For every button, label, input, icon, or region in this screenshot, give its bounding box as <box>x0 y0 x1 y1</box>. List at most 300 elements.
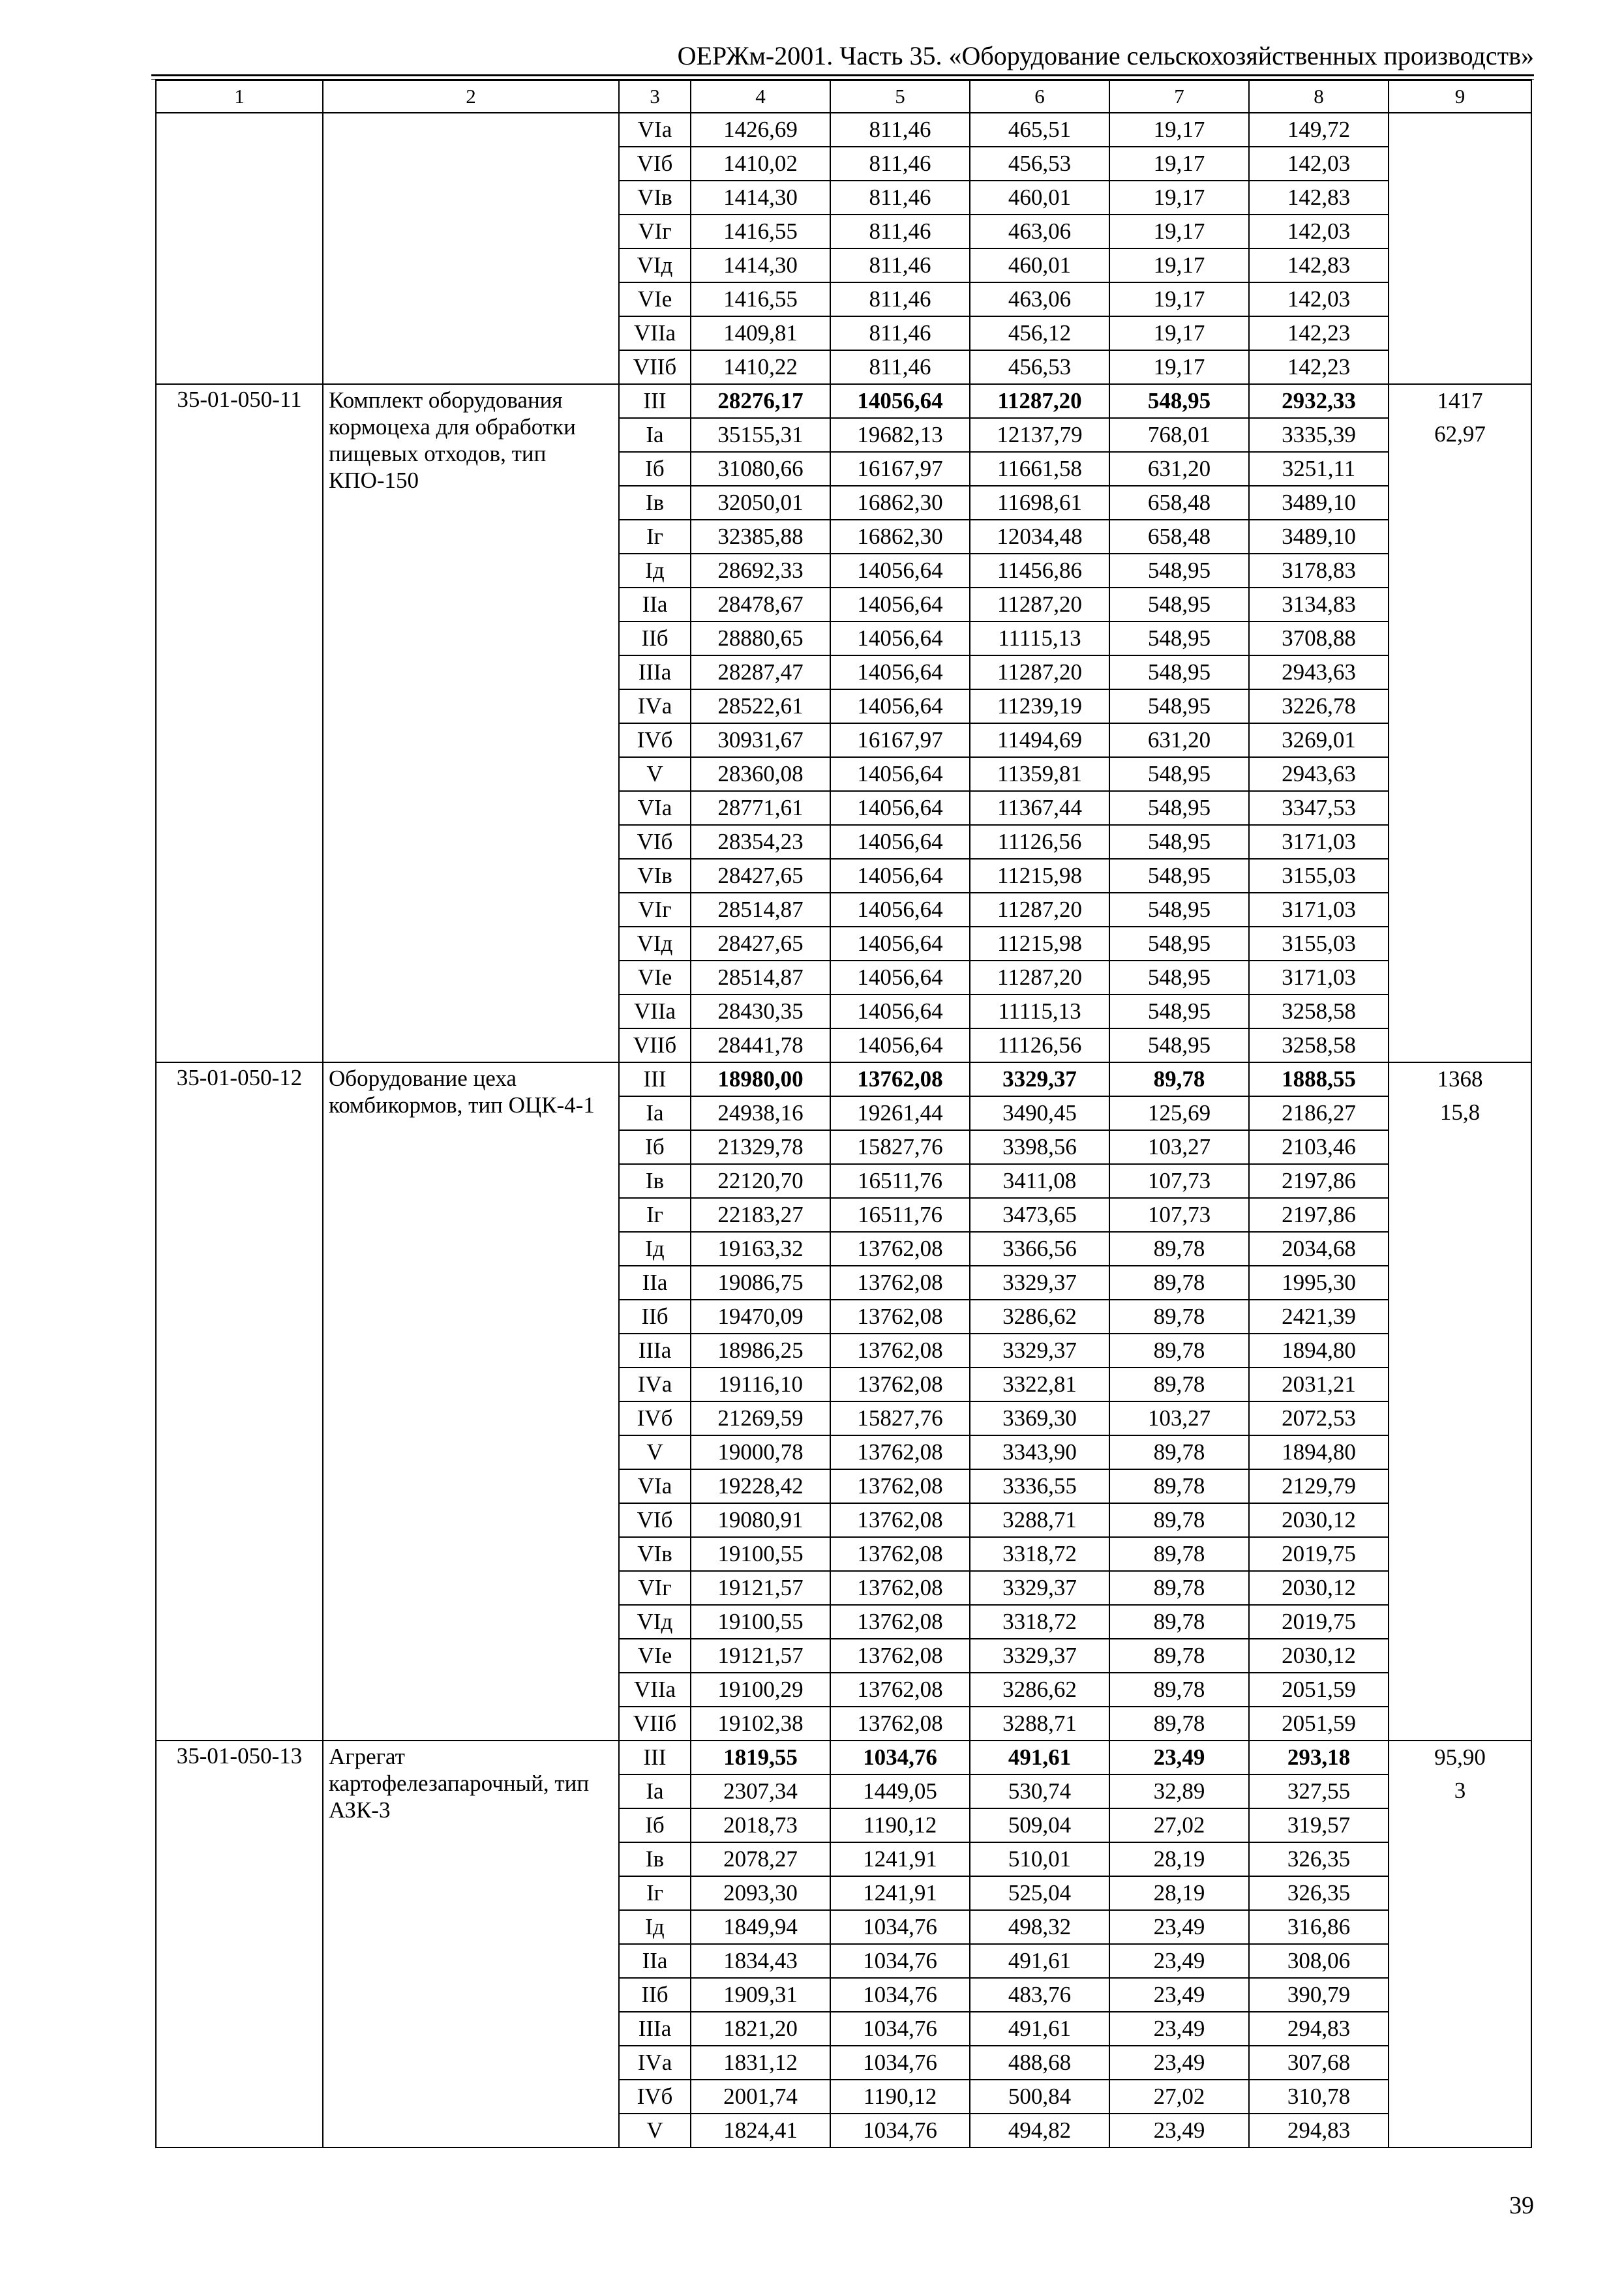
value-cell: 326,35 <box>1249 1842 1389 1876</box>
value-cell: 548,95 <box>1109 621 1249 655</box>
item-name-cell: Оборудование цеха комбикормов, тип ОЦК-4-1 <box>323 1062 619 1741</box>
value-cell: 19,17 <box>1109 316 1249 350</box>
value-cell: 3398,56 <box>970 1130 1109 1164</box>
value-cell: 28771,61 <box>691 791 830 825</box>
table-row <box>156 1062 1531 1096</box>
value-cell: 811,46 <box>830 282 970 316</box>
value-cell: 19116,10 <box>691 1368 830 1401</box>
value-cell: 1831,12 <box>691 2046 830 2080</box>
value-cell: 1824,41 <box>691 2114 830 2147</box>
zone-cell: Iв <box>619 486 691 520</box>
value-cell: 11494,69 <box>970 723 1109 757</box>
value-cell: 460,01 <box>970 181 1109 215</box>
header-rule <box>151 74 1534 76</box>
zone-cell: VIIа <box>619 1673 691 1707</box>
value-cell: 89,78 <box>1109 1605 1249 1639</box>
value-cell: 16167,97 <box>830 452 970 486</box>
value-cell: 548,95 <box>1109 655 1249 689</box>
value-cell: 456,12 <box>970 316 1109 350</box>
value-cell: 390,79 <box>1249 1978 1389 2012</box>
weight-value: 15,8 <box>1439 1100 1481 1125</box>
value-cell: 11115,13 <box>970 621 1109 655</box>
value-cell: 14056,64 <box>830 893 970 927</box>
value-cell: 89,78 <box>1109 1639 1249 1673</box>
zone-cell: VIе <box>619 961 691 995</box>
value-cell: 23,49 <box>1109 1741 1249 1774</box>
value-cell: 19,17 <box>1109 181 1249 215</box>
value-cell: 3171,03 <box>1249 893 1389 927</box>
value-cell: 3269,01 <box>1249 723 1389 757</box>
zone-cell: Iг <box>619 1198 691 1232</box>
value-cell: 548,95 <box>1109 757 1249 791</box>
value-cell: 89,78 <box>1109 1334 1249 1368</box>
value-cell: 142,23 <box>1249 316 1389 350</box>
zone-cell: VIе <box>619 282 691 316</box>
value-cell: 3286,62 <box>970 1673 1109 1707</box>
value-cell: 32050,01 <box>691 486 830 520</box>
value-cell: 3286,62 <box>970 1300 1109 1334</box>
value-cell: 19682,13 <box>830 418 970 452</box>
value-cell: 631,20 <box>1109 723 1249 757</box>
column-number-cell: 4 <box>691 80 830 113</box>
zone-cell: Iд <box>619 1910 691 1944</box>
value-cell: 491,61 <box>970 1741 1109 1774</box>
zone-cell: IVб <box>619 1401 691 1435</box>
value-cell: 142,23 <box>1249 350 1389 384</box>
value-cell: 3134,83 <box>1249 588 1389 621</box>
value-cell: 3155,03 <box>1249 859 1389 893</box>
value-cell: 491,61 <box>970 1944 1109 1978</box>
value-cell: 483,76 <box>970 1978 1109 2012</box>
price-table <box>155 80 1532 2148</box>
value-cell: 1034,76 <box>830 2046 970 2080</box>
value-cell: 1821,20 <box>691 2012 830 2046</box>
value-cell: 14056,64 <box>830 757 970 791</box>
value-cell: 89,78 <box>1109 1232 1249 1266</box>
value-cell: 510,01 <box>970 1842 1109 1876</box>
value-cell: 31080,66 <box>691 452 830 486</box>
value-cell: 89,78 <box>1109 1062 1249 1096</box>
value-cell: 500,84 <box>970 2080 1109 2114</box>
page-number: 39 <box>1509 2192 1534 2219</box>
value-cell: 1426,69 <box>691 113 830 147</box>
value-cell: 3171,03 <box>1249 961 1389 995</box>
value-cell: 35155,31 <box>691 418 830 452</box>
value-cell: 19102,38 <box>691 1707 830 1741</box>
value-cell: 28276,17 <box>691 384 830 418</box>
value-cell: 1409,81 <box>691 316 830 350</box>
value-cell: 1849,94 <box>691 1910 830 1944</box>
value-cell: 3226,78 <box>1249 689 1389 723</box>
value-cell: 23,49 <box>1109 1910 1249 1944</box>
table-row <box>156 113 1531 147</box>
value-cell: 21269,59 <box>691 1401 830 1435</box>
zone-cell: VIIб <box>619 350 691 384</box>
value-cell: 658,48 <box>1109 486 1249 520</box>
value-cell: 1834,43 <box>691 1944 830 1978</box>
value-cell: 21329,78 <box>691 1130 830 1164</box>
zone-cell: IIа <box>619 1944 691 1978</box>
value-cell: 548,95 <box>1109 893 1249 927</box>
value-cell: 2018,73 <box>691 1808 830 1842</box>
item-name-cell: Агрегат картофелезапарочный, тип АЗК-3 <box>323 1741 619 2147</box>
value-cell: 319,57 <box>1249 1808 1389 1842</box>
value-cell: 768,01 <box>1109 418 1249 452</box>
value-cell: 811,46 <box>830 350 970 384</box>
zone-cell: Iа <box>619 418 691 452</box>
value-cell: 149,72 <box>1249 113 1389 147</box>
item-name-cell <box>323 113 619 384</box>
value-cell: 1414,30 <box>691 248 830 282</box>
value-cell: 13762,08 <box>830 1571 970 1605</box>
value-cell: 11456,86 <box>970 554 1109 588</box>
zone-cell: Iд <box>619 554 691 588</box>
value-cell: 13762,08 <box>830 1673 970 1707</box>
value-cell: 107,73 <box>1109 1198 1249 1232</box>
value-cell: 11287,20 <box>970 384 1109 418</box>
value-cell: 3329,37 <box>970 1062 1109 1096</box>
zone-cell: VIд <box>619 927 691 961</box>
value-cell: 1888,55 <box>1249 1062 1389 1096</box>
value-cell: 1416,55 <box>691 215 830 248</box>
value-cell: 11287,20 <box>970 961 1109 995</box>
value-cell: 142,03 <box>1249 215 1389 248</box>
value-cell: 548,95 <box>1109 961 1249 995</box>
column-number-cell: 7 <box>1109 80 1249 113</box>
value-cell: 13762,08 <box>830 1368 970 1401</box>
value-cell: 11698,61 <box>970 486 1109 520</box>
value-cell: 19470,09 <box>691 1300 830 1334</box>
value-cell: 14056,64 <box>830 995 970 1028</box>
value-cell: 1034,76 <box>830 1741 970 1774</box>
value-cell: 3171,03 <box>1249 825 1389 859</box>
zone-cell: VIа <box>619 791 691 825</box>
value-cell: 456,53 <box>970 147 1109 181</box>
value-cell: 11287,20 <box>970 655 1109 689</box>
column-number-cell: 8 <box>1249 80 1389 113</box>
item-code-cell: 35-01-050-12 <box>156 1062 323 1741</box>
value-cell: 1034,76 <box>830 2114 970 2147</box>
value-cell: 19,17 <box>1109 248 1249 282</box>
zone-cell: IVб <box>619 2080 691 2114</box>
table-row <box>156 1741 1531 1774</box>
zone-cell: VIд <box>619 248 691 282</box>
value-cell: 28427,65 <box>691 859 830 893</box>
value-cell: 1819,55 <box>691 1741 830 1774</box>
value-cell: 142,83 <box>1249 181 1389 215</box>
value-cell: 658,48 <box>1109 520 1249 554</box>
value-cell: 498,32 <box>970 1910 1109 1944</box>
value-cell: 3329,37 <box>970 1639 1109 1673</box>
value-cell: 89,78 <box>1109 1707 1249 1741</box>
value-cell: 19121,57 <box>691 1639 830 1673</box>
value-cell: 1416,55 <box>691 282 830 316</box>
value-cell: 14056,64 <box>830 1028 970 1062</box>
value-cell: 11215,98 <box>970 927 1109 961</box>
value-cell: 3329,37 <box>970 1334 1109 1368</box>
value-cell: 19,17 <box>1109 113 1249 147</box>
value-cell: 811,46 <box>830 215 970 248</box>
value-cell: 19121,57 <box>691 1571 830 1605</box>
zone-cell: VIIб <box>619 1707 691 1741</box>
value-cell: 125,69 <box>1109 1096 1249 1130</box>
value-cell: 19228,42 <box>691 1469 830 1503</box>
value-cell: 2093,30 <box>691 1876 830 1910</box>
value-cell: 19,17 <box>1109 215 1249 248</box>
value-cell: 11287,20 <box>970 893 1109 927</box>
value-cell: 1894,80 <box>1249 1334 1389 1368</box>
value-cell: 3336,55 <box>970 1469 1109 1503</box>
value-cell: 1894,80 <box>1249 1435 1389 1469</box>
value-cell: 2103,46 <box>1249 1130 1389 1164</box>
value-cell: 2034,68 <box>1249 1232 1389 1266</box>
value-cell: 3335,39 <box>1249 418 1389 452</box>
value-cell: 2051,59 <box>1249 1707 1389 1741</box>
value-cell: 2072,53 <box>1249 1401 1389 1435</box>
value-cell: 463,06 <box>970 282 1109 316</box>
value-cell: 14056,64 <box>830 859 970 893</box>
value-cell: 16862,30 <box>830 486 970 520</box>
value-cell: 548,95 <box>1109 384 1249 418</box>
value-cell: 19100,29 <box>691 1673 830 1707</box>
value-cell: 1190,12 <box>830 1808 970 1842</box>
value-cell: 13762,08 <box>830 1707 970 1741</box>
column-number-row <box>156 80 1531 113</box>
value-cell: 14056,64 <box>830 655 970 689</box>
value-cell: 3489,10 <box>1249 520 1389 554</box>
zone-cell: IIб <box>619 1978 691 2012</box>
value-cell: 11287,20 <box>970 588 1109 621</box>
value-cell: 23,49 <box>1109 2012 1249 2046</box>
value-cell: 293,18 <box>1249 1741 1389 1774</box>
value-cell: 326,35 <box>1249 1876 1389 1910</box>
item-name-cell: Комплект оборудования кормоцеха для обработки пищевых отходов, тип КПО-150 <box>323 384 619 1062</box>
value-cell: 89,78 <box>1109 1435 1249 1469</box>
value-cell: 11359,81 <box>970 757 1109 791</box>
value-cell: 28430,35 <box>691 995 830 1028</box>
value-cell: 2307,34 <box>691 1774 830 1808</box>
value-cell: 3322,81 <box>970 1368 1109 1401</box>
weight-value: 62,97 <box>1434 421 1486 447</box>
column-number-cell: 2 <box>323 80 619 113</box>
zone-cell: IVб <box>619 723 691 757</box>
weight-value: 95,90 <box>1434 1744 1486 1770</box>
zone-cell: Iа <box>619 1096 691 1130</box>
weight-cell <box>1389 113 1531 384</box>
value-cell: 3366,56 <box>970 1232 1109 1266</box>
value-cell: 1034,76 <box>830 1978 970 2012</box>
value-cell: 18986,25 <box>691 1334 830 1368</box>
value-cell: 294,83 <box>1249 2114 1389 2147</box>
value-cell: 2019,75 <box>1249 1537 1389 1571</box>
zone-cell: VIа <box>619 1469 691 1503</box>
value-cell: 14056,64 <box>830 961 970 995</box>
value-cell: 509,04 <box>970 1808 1109 1842</box>
column-number-cell: 5 <box>830 80 970 113</box>
table-row <box>156 384 1531 418</box>
weight-value: 1417 <box>1437 388 1483 413</box>
zone-cell: VIб <box>619 147 691 181</box>
value-cell: 28514,87 <box>691 893 830 927</box>
zone-cell: III <box>619 384 691 418</box>
value-cell: 23,49 <box>1109 2114 1249 2147</box>
value-cell: 19100,55 <box>691 1605 830 1639</box>
value-cell: 3369,30 <box>970 1401 1109 1435</box>
value-cell: 2186,27 <box>1249 1096 1389 1130</box>
zone-cell: VIб <box>619 1503 691 1537</box>
value-cell: 11215,98 <box>970 859 1109 893</box>
weight-cell <box>1389 384 1531 1062</box>
value-cell: 294,83 <box>1249 2012 1389 2046</box>
zone-cell: VIг <box>619 893 691 927</box>
value-cell: 3258,58 <box>1249 995 1389 1028</box>
value-cell: 811,46 <box>830 181 970 215</box>
value-cell: 19080,91 <box>691 1503 830 1537</box>
zone-cell: VIв <box>619 859 691 893</box>
value-cell: 2197,86 <box>1249 1198 1389 1232</box>
value-cell: 142,83 <box>1249 248 1389 282</box>
value-cell: 23,49 <box>1109 1944 1249 1978</box>
value-cell: 11239,19 <box>970 689 1109 723</box>
zone-cell: Iд <box>619 1232 691 1266</box>
value-cell: 525,04 <box>970 1876 1109 1910</box>
value-cell: 548,95 <box>1109 859 1249 893</box>
zone-cell: VIа <box>619 113 691 147</box>
value-cell: 14056,64 <box>830 927 970 961</box>
zone-cell: VIг <box>619 215 691 248</box>
value-cell: 142,03 <box>1249 282 1389 316</box>
value-cell: 3347,53 <box>1249 791 1389 825</box>
value-cell: 2932,33 <box>1249 384 1389 418</box>
value-cell: 310,78 <box>1249 2080 1389 2114</box>
value-cell: 811,46 <box>830 113 970 147</box>
value-cell: 2030,12 <box>1249 1639 1389 1673</box>
value-cell: 2078,27 <box>691 1842 830 1876</box>
value-cell: 3288,71 <box>970 1707 1109 1741</box>
value-cell: 3329,37 <box>970 1571 1109 1605</box>
value-cell: 89,78 <box>1109 1368 1249 1401</box>
value-cell: 3329,37 <box>970 1266 1109 1300</box>
value-cell: 23,49 <box>1109 1978 1249 2012</box>
value-cell: 548,95 <box>1109 689 1249 723</box>
value-cell: 19261,44 <box>830 1096 970 1130</box>
table-body <box>156 80 1531 2147</box>
value-cell: 1034,76 <box>830 1910 970 1944</box>
zone-cell: VIIа <box>619 995 691 1028</box>
value-cell: 1414,30 <box>691 181 830 215</box>
value-cell: 28427,65 <box>691 927 830 961</box>
zone-cell: V <box>619 2114 691 2147</box>
value-cell: 3411,08 <box>970 1164 1109 1198</box>
value-cell: 28514,87 <box>691 961 830 995</box>
value-cell: 3489,10 <box>1249 486 1389 520</box>
value-cell: 3473,65 <box>970 1198 1109 1232</box>
value-cell: 13762,08 <box>830 1469 970 1503</box>
weight-cell <box>1389 1062 1531 1741</box>
value-cell: 15827,76 <box>830 1401 970 1435</box>
value-cell: 28880,65 <box>691 621 830 655</box>
zone-cell: IIIа <box>619 2012 691 2046</box>
zone-cell: IIIа <box>619 655 691 689</box>
value-cell: 14056,64 <box>830 384 970 418</box>
value-cell: 548,95 <box>1109 927 1249 961</box>
value-cell: 1410,02 <box>691 147 830 181</box>
value-cell: 3490,45 <box>970 1096 1109 1130</box>
value-cell: 32385,88 <box>691 520 830 554</box>
zone-cell: III <box>619 1741 691 1774</box>
weight-value: 1368 <box>1437 1066 1483 1092</box>
value-cell: 1190,12 <box>830 2080 970 2114</box>
value-cell: 13762,08 <box>830 1232 970 1266</box>
value-cell: 13762,08 <box>830 1639 970 1673</box>
document-title: ОЕРЖм-2001. Часть 35. «Оборудование сельскохозяйственных производств» <box>677 41 1534 70</box>
value-cell: 548,95 <box>1109 995 1249 1028</box>
value-cell: 28522,61 <box>691 689 830 723</box>
value-cell: 12137,79 <box>970 418 1109 452</box>
column-number-cell: 1 <box>156 80 323 113</box>
value-cell: 1410,22 <box>691 350 830 384</box>
zone-cell: VIIа <box>619 316 691 350</box>
zone-cell: IIа <box>619 1266 691 1300</box>
value-cell: 28478,67 <box>691 588 830 621</box>
value-cell: 2019,75 <box>1249 1605 1389 1639</box>
value-cell: 327,55 <box>1249 1774 1389 1808</box>
value-cell: 2197,86 <box>1249 1164 1389 1198</box>
value-cell: 28,19 <box>1109 1842 1249 1876</box>
value-cell: 3155,03 <box>1249 927 1389 961</box>
value-cell: 89,78 <box>1109 1537 1249 1571</box>
column-number-cell: 9 <box>1389 80 1531 113</box>
value-cell: 28354,23 <box>691 825 830 859</box>
value-cell: 548,95 <box>1109 588 1249 621</box>
value-cell: 23,49 <box>1109 2046 1249 2080</box>
zone-cell: VIв <box>619 1537 691 1571</box>
zone-cell: IVа <box>619 1368 691 1401</box>
value-cell: 19163,32 <box>691 1232 830 1266</box>
value-cell: 13762,08 <box>830 1537 970 1571</box>
value-cell: 142,03 <box>1249 147 1389 181</box>
value-cell: 28692,33 <box>691 554 830 588</box>
value-cell: 2943,63 <box>1249 757 1389 791</box>
value-cell: 16167,97 <box>830 723 970 757</box>
value-cell: 19,17 <box>1109 282 1249 316</box>
value-cell: 548,95 <box>1109 825 1249 859</box>
zone-cell: V <box>619 1435 691 1469</box>
value-cell: 2051,59 <box>1249 1673 1389 1707</box>
value-cell: 14056,64 <box>830 621 970 655</box>
value-cell: 28287,47 <box>691 655 830 689</box>
value-cell: 2030,12 <box>1249 1503 1389 1537</box>
value-cell: 14056,64 <box>830 825 970 859</box>
value-cell: 13762,08 <box>830 1503 970 1537</box>
zone-cell: Iг <box>619 520 691 554</box>
value-cell: 11661,58 <box>970 452 1109 486</box>
value-cell: 1034,76 <box>830 1944 970 1978</box>
value-cell: 14056,64 <box>830 791 970 825</box>
zone-cell: III <box>619 1062 691 1096</box>
value-cell: 19,17 <box>1109 147 1249 181</box>
value-cell: 13762,08 <box>830 1266 970 1300</box>
item-code-cell: 35-01-050-11 <box>156 384 323 1062</box>
weight-cell <box>1389 1741 1531 2147</box>
column-number-cell: 3 <box>619 80 691 113</box>
value-cell: 89,78 <box>1109 1300 1249 1334</box>
value-cell: 16511,76 <box>830 1198 970 1232</box>
value-cell: 13762,08 <box>830 1435 970 1469</box>
value-cell: 3251,11 <box>1249 452 1389 486</box>
value-cell: 1995,30 <box>1249 1266 1389 1300</box>
zone-cell: IIIа <box>619 1334 691 1368</box>
